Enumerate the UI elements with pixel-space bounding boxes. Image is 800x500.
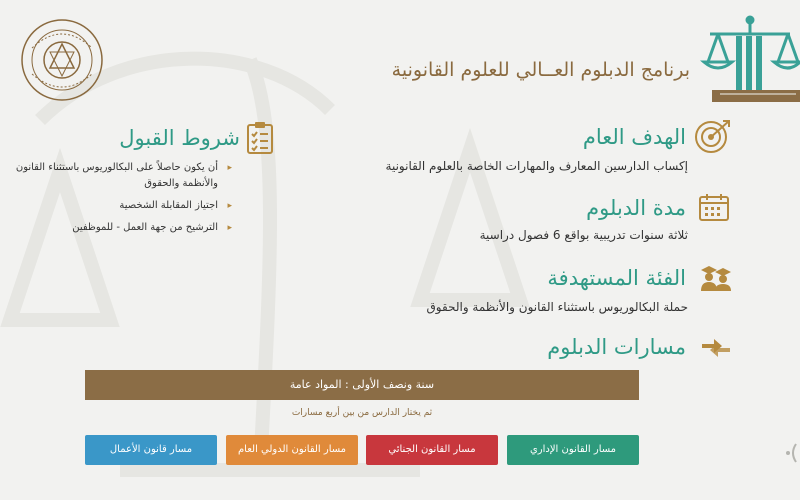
condition-item: ▸ أن يكون حاصلاً على البكالوريوس باستثناء القانون والأنظمة والحقوق bbox=[4, 160, 232, 192]
target-icon bbox=[693, 118, 733, 154]
goal-heading: الهدف العام bbox=[582, 125, 686, 149]
graduates-icon bbox=[698, 264, 734, 292]
duration-text: ثلاثة سنوات تدريبية بواقع 6 فصول دراسية bbox=[479, 228, 688, 242]
conditions-heading: شروط القبول bbox=[119, 126, 240, 150]
track-administrative-law-button[interactable]: مسار القانون الإداري bbox=[507, 435, 639, 465]
duration-heading: مدة الدبلوم bbox=[586, 196, 686, 220]
common-year-bar: سنة ونصف الأولى : المواد عامة bbox=[85, 370, 639, 400]
tracks-heading: مسارات الدبلوم bbox=[547, 335, 686, 359]
track-international-law-button[interactable]: مسار القانون الدولي العام bbox=[226, 435, 358, 465]
track-criminal-law-button[interactable]: مسار القانون الجنائي bbox=[366, 435, 498, 465]
conditions-list bbox=[4, 160, 232, 242]
page-title: برنامج الدبلوم العــالي للعلوم القانونية bbox=[391, 59, 690, 81]
institute-logo bbox=[20, 18, 104, 102]
calendar-icon bbox=[698, 192, 730, 222]
audience-heading: الفئة المستهدفة bbox=[547, 266, 686, 290]
condition-item: ▸ الترشيح من جهة العمل - للموظفين bbox=[4, 220, 232, 236]
scales-of-justice-icon bbox=[700, 14, 800, 102]
arrows-icon bbox=[700, 336, 732, 360]
track-business-law-button[interactable]: مسار قانون الأعمال bbox=[85, 435, 217, 465]
condition-item: ▸ اجتياز المقابلة الشخصية bbox=[4, 198, 232, 214]
audience-text: حملة البكالوريوس باستثناء القانون والأنظمة والحقوق bbox=[426, 300, 688, 314]
checklist-icon bbox=[246, 121, 274, 155]
tracks-note: ثم يختار الدارس من بين أربع مسارات bbox=[291, 408, 433, 418]
swipe-hint-icon[interactable] bbox=[784, 440, 800, 466]
goal-text: إكساب الدارسين المعارف والمهارات الخاصة بالعلوم القانونية bbox=[385, 159, 688, 173]
